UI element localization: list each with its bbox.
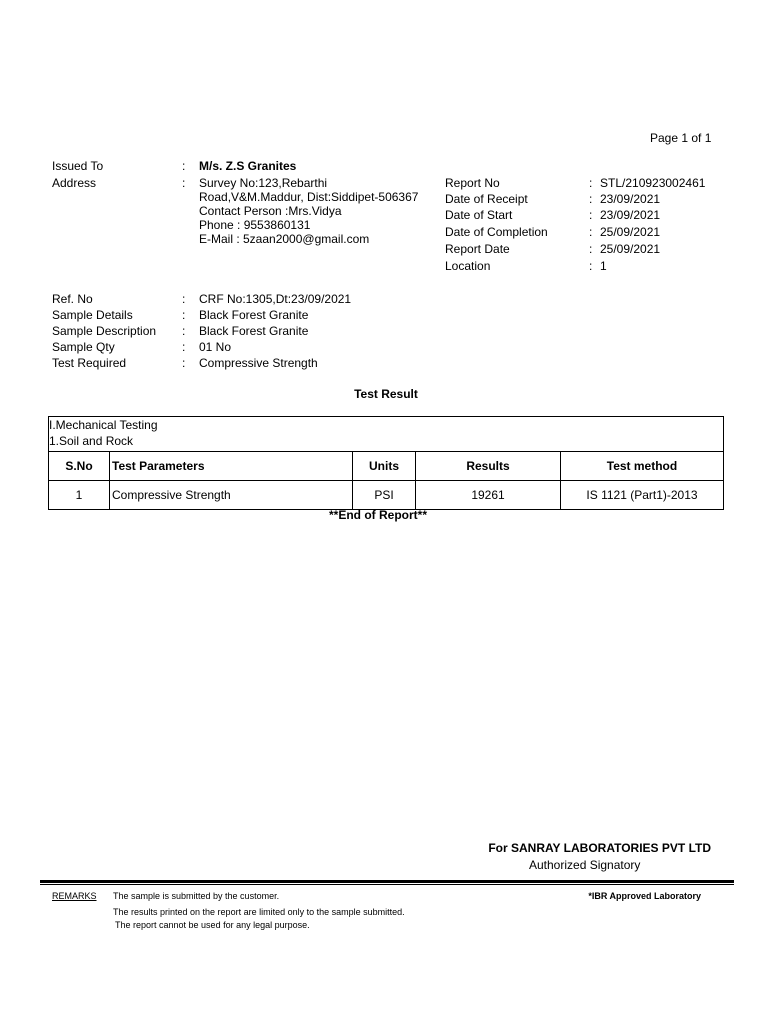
- ibr-approved: *IBR Approved Laboratory: [588, 891, 701, 901]
- test-result-table: [48, 416, 724, 510]
- colon: :: [182, 340, 186, 354]
- sample-details-label: Sample Details: [52, 308, 133, 322]
- date-of-start-value: 23/09/2021: [600, 208, 661, 222]
- header-units: Units: [353, 452, 416, 481]
- report-no-label: Report No: [445, 176, 500, 190]
- date-of-completion-value: 25/09/2021: [600, 225, 661, 239]
- colon: :: [589, 242, 593, 256]
- colon: :: [182, 308, 186, 322]
- report-date-label: Report Date: [445, 242, 510, 256]
- remarks-label: REMARKS: [52, 891, 97, 901]
- address-line: Survey No:123,Rebarthi: [199, 176, 328, 190]
- header-test-parameters: Test Parameters: [110, 452, 353, 481]
- colon: :: [589, 225, 593, 239]
- date-of-receipt-label: Date of Receipt: [445, 192, 528, 206]
- email: E-Mail : 5zaan2000@gmail.com: [199, 232, 370, 246]
- ref-no-label: Ref. No: [52, 292, 93, 306]
- address-label: Address: [52, 176, 97, 190]
- ref-no-value: CRF No:1305,Dt:23/09/2021: [199, 292, 352, 306]
- date-of-completion-label: Date of Completion: [445, 225, 548, 239]
- header-results: Results: [416, 452, 561, 481]
- footer-divider: [40, 880, 734, 883]
- contact-person: Contact Person :Mrs.Vidya: [199, 204, 342, 218]
- issued-to-label: Issued To: [52, 159, 104, 173]
- test-required-value: Compressive Strength: [199, 356, 318, 370]
- colon: :: [589, 192, 593, 206]
- date-of-receipt-value: 23/09/2021: [600, 192, 661, 206]
- sample-description-label: Sample Description: [52, 324, 157, 338]
- signatory-title: Authorized Signatory: [529, 858, 641, 872]
- header-sno: S.No: [49, 452, 110, 481]
- date-of-start-label: Date of Start: [445, 208, 513, 222]
- location-value: 1: [600, 259, 607, 273]
- remark-line: The sample is submitted by the customer.: [113, 891, 280, 901]
- sample-description-value: Black Forest Granite: [199, 324, 309, 338]
- remark-line: The results printed on the report are limited only to the sample submitted.: [113, 907, 405, 917]
- colon: :: [589, 208, 593, 222]
- colon: :: [182, 176, 186, 190]
- colon: :: [589, 259, 593, 273]
- sample-qty-label: Sample Qty: [52, 340, 115, 354]
- colon: :: [182, 324, 186, 338]
- category-mechanical: I.Mechanical Testing: [49, 418, 158, 432]
- table-row: [49, 481, 724, 510]
- footer-divider-thin: [40, 884, 734, 885]
- cell-sno: 1: [49, 481, 110, 510]
- remark-line: The report cannot be used for any legal purpose.: [115, 920, 310, 930]
- location-label: Location: [445, 259, 491, 273]
- report-date-value: 25/09/2021: [600, 242, 661, 256]
- header-test-method: Test method: [561, 452, 724, 481]
- address-line: Road,V&M.Maddur, Dist:Siddipet-506367: [199, 190, 419, 204]
- colon: :: [182, 356, 186, 370]
- cell-parameter: Compressive Strength: [110, 481, 353, 510]
- cell-method: IS 1121 (Part1)-2013: [561, 481, 724, 510]
- colon: :: [589, 176, 593, 190]
- end-of-report: **End of Report**: [328, 508, 427, 522]
- test-result-heading: Test Result: [354, 387, 418, 401]
- page-number: Page 1 of 1: [650, 131, 712, 145]
- issued-to-value: M/s. Z.S Granites: [199, 159, 297, 173]
- table-header-row: [49, 452, 724, 481]
- cell-result: 19261: [416, 481, 561, 510]
- colon: :: [182, 159, 186, 173]
- test-required-label: Test Required: [52, 356, 127, 370]
- phone: Phone : 9553860131: [199, 218, 311, 232]
- signatory-company: For SANRAY LABORATORIES PVT LTD: [488, 841, 711, 855]
- sample-qty-value: 01 No: [199, 340, 232, 354]
- report-no-value: STL/210923002461: [600, 176, 706, 190]
- category-cell: [49, 417, 724, 452]
- sample-details-value: Black Forest Granite: [199, 308, 309, 322]
- colon: :: [182, 292, 186, 306]
- category-soil-rock: 1.Soil and Rock: [49, 434, 134, 448]
- cell-units: PSI: [353, 481, 416, 510]
